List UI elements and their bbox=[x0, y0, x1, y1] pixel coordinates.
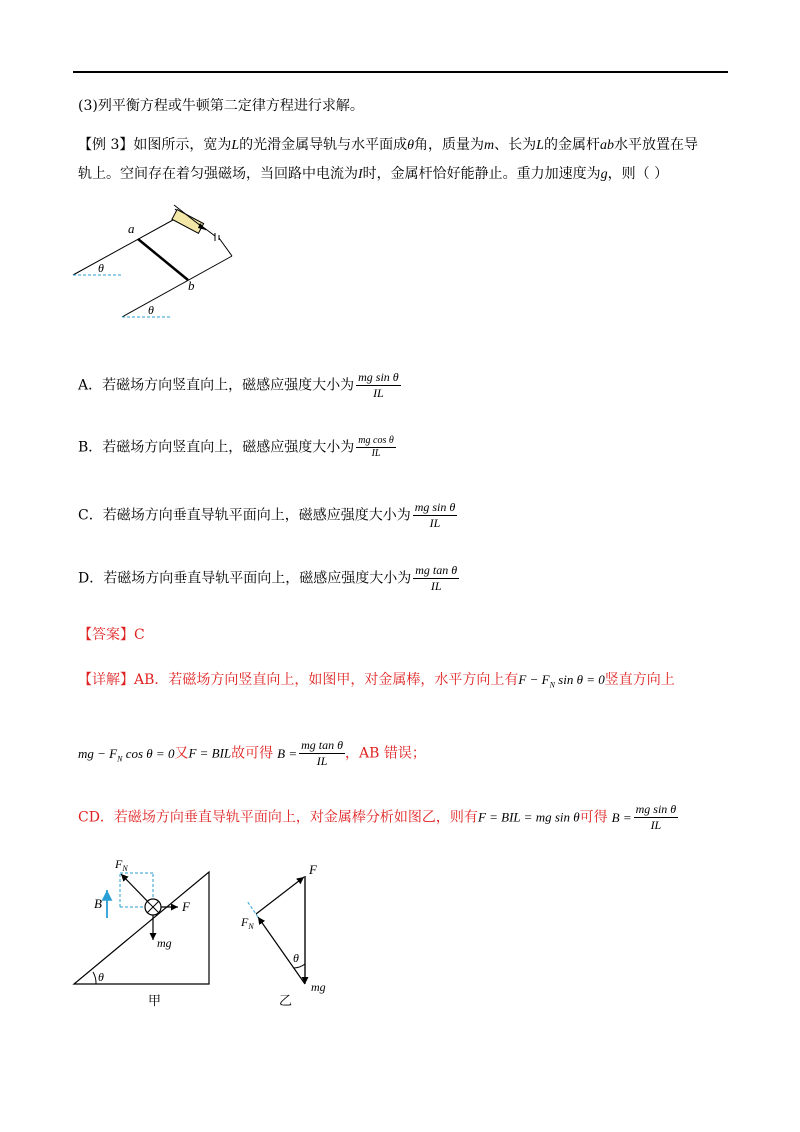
eq-subscript: N bbox=[117, 754, 123, 764]
label-a: a bbox=[128, 221, 135, 236]
fraction-denominator: IL bbox=[299, 753, 345, 769]
detail-text: 故可得 bbox=[231, 745, 274, 762]
label-theta: θ bbox=[148, 303, 154, 317]
rails-figure bbox=[70, 200, 240, 325]
var-theta: θ bbox=[407, 138, 415, 153]
label-mg: mg bbox=[157, 936, 172, 950]
option-a bbox=[78, 370, 401, 401]
detail-text: 可得 bbox=[579, 809, 608, 826]
detail-text: 又 bbox=[174, 745, 189, 762]
wire bbox=[219, 238, 232, 256]
ampere-force-arrow bbox=[256, 877, 304, 914]
example-tag: 【例 3】 bbox=[78, 137, 134, 153]
equation-cd: F = BIL = mg sin θ bbox=[477, 809, 580, 825]
q-text: 、长为 bbox=[494, 137, 537, 153]
option-text: D．若磁场方向垂直导轨平面向上，磁感应强度大小为 bbox=[78, 570, 412, 587]
fraction-numerator: mg sin θ bbox=[414, 500, 456, 514]
metal-rod-ab bbox=[138, 239, 188, 280]
detail-line-1 bbox=[78, 670, 675, 696]
fraction-numerator: mg cos θ bbox=[358, 435, 394, 446]
detail-line-3 bbox=[78, 802, 678, 833]
fraction bbox=[634, 802, 679, 833]
fraction-denominator: IL bbox=[634, 817, 679, 833]
var-ab: ab bbox=[599, 138, 614, 153]
force-diagram-yi bbox=[225, 858, 345, 1013]
detail-line-2 bbox=[78, 738, 426, 769]
eq-part: sin θ = 0 bbox=[554, 672, 605, 687]
angle-arc bbox=[93, 972, 96, 984]
label-b: b bbox=[188, 278, 195, 293]
rail-lower bbox=[122, 256, 232, 317]
fraction-numerator: mg tan θ bbox=[415, 563, 458, 577]
incline-triangle bbox=[74, 872, 209, 984]
fraction-numerator: mg sin θ bbox=[358, 370, 399, 384]
eq-part: cos θ = 0 bbox=[122, 745, 175, 761]
equation-vertical bbox=[78, 745, 175, 764]
label-F: F bbox=[182, 899, 190, 914]
var-g: g bbox=[600, 167, 608, 182]
option-c bbox=[78, 500, 457, 531]
option-b bbox=[78, 435, 396, 460]
fraction-numerator: mg sin θ bbox=[635, 802, 677, 816]
eq-part: B = bbox=[277, 745, 298, 761]
eq-part: mg − F bbox=[78, 745, 118, 761]
option-d bbox=[78, 563, 459, 594]
wire bbox=[203, 227, 215, 236]
fraction-denominator: IL bbox=[413, 515, 458, 531]
label-F: F bbox=[309, 862, 317, 877]
q-text: 轨上。空间存在着匀强磁场，当回路中电流为 bbox=[78, 166, 358, 182]
fraction-denominator: IL bbox=[356, 385, 401, 401]
detail-text: 竖直方向上 bbox=[604, 672, 675, 688]
option-text: B．若磁场方向竖直向上，磁感应强度大小为 bbox=[78, 439, 355, 456]
var-L: L bbox=[231, 138, 240, 153]
option-text: C．若磁场方向垂直导轨平面向上，磁感应强度大小为 bbox=[78, 507, 411, 524]
fraction-numerator: mg tan θ bbox=[301, 738, 344, 752]
question-line-2 bbox=[78, 164, 668, 185]
var-m: m bbox=[484, 138, 495, 153]
question-line-1 bbox=[78, 135, 698, 156]
eq-part: B = bbox=[611, 809, 632, 825]
q-text: 的光滑金属导轨与水平面成 bbox=[239, 137, 408, 153]
caption-jia: 甲 bbox=[148, 993, 162, 1008]
answer-label: 【答案】C bbox=[78, 627, 145, 643]
var-L: L bbox=[536, 138, 544, 153]
label-mg: mg bbox=[311, 980, 326, 994]
q-text: 的金属杆 bbox=[543, 137, 600, 153]
label-theta: θ bbox=[98, 261, 104, 275]
step-3-text: (3)列平衡方程或牛顿第二定律方程进行求解。 bbox=[78, 98, 364, 114]
fraction-denominator: IL bbox=[413, 578, 459, 594]
var-I: I bbox=[358, 167, 363, 182]
label-theta: θ bbox=[98, 970, 104, 984]
eq-subscript: N bbox=[549, 680, 555, 690]
label-fn: $F_N$ bbox=[241, 915, 254, 931]
label-theta: θ bbox=[293, 951, 299, 965]
equation-ampere-force: F = BIL bbox=[188, 745, 232, 761]
q-text: 水平放置在导 bbox=[613, 137, 698, 153]
label-B: B bbox=[94, 896, 102, 911]
rheostat bbox=[172, 210, 204, 234]
top-rule bbox=[73, 71, 728, 73]
option-text: A．若磁场方向竖直向上，磁感应强度大小为 bbox=[78, 377, 355, 394]
q-text: 角，质量为 bbox=[414, 137, 485, 153]
q-text: 如图所示，宽为 bbox=[133, 137, 232, 153]
detail-text: CD．若磁场方向垂直导轨平面向上，对金属棒分析如图乙，则有 bbox=[78, 809, 478, 826]
fraction bbox=[356, 435, 395, 460]
q-text: 时，金属杆恰好能静止。重力加速度为 bbox=[362, 166, 601, 182]
fraction bbox=[299, 738, 345, 769]
q-text: ，则（ ） bbox=[607, 166, 669, 182]
label-fn: $F_N$ bbox=[115, 857, 128, 873]
detail-text: ，AB 错误； bbox=[345, 745, 426, 762]
force-diagram-jia bbox=[60, 850, 230, 1015]
fraction bbox=[413, 500, 458, 531]
dashed-extension bbox=[247, 901, 258, 917]
detail-text: 【详解】AB．若磁场方向竖直向上，如图甲，对金属棒，水平方向上有 bbox=[78, 672, 519, 688]
fraction bbox=[356, 370, 401, 401]
fraction-denominator: IL bbox=[356, 447, 395, 460]
fraction bbox=[413, 563, 459, 594]
eq-part: F − F bbox=[518, 672, 550, 687]
equation-horizontal bbox=[518, 672, 605, 690]
caption-yi: 乙 bbox=[279, 993, 293, 1008]
